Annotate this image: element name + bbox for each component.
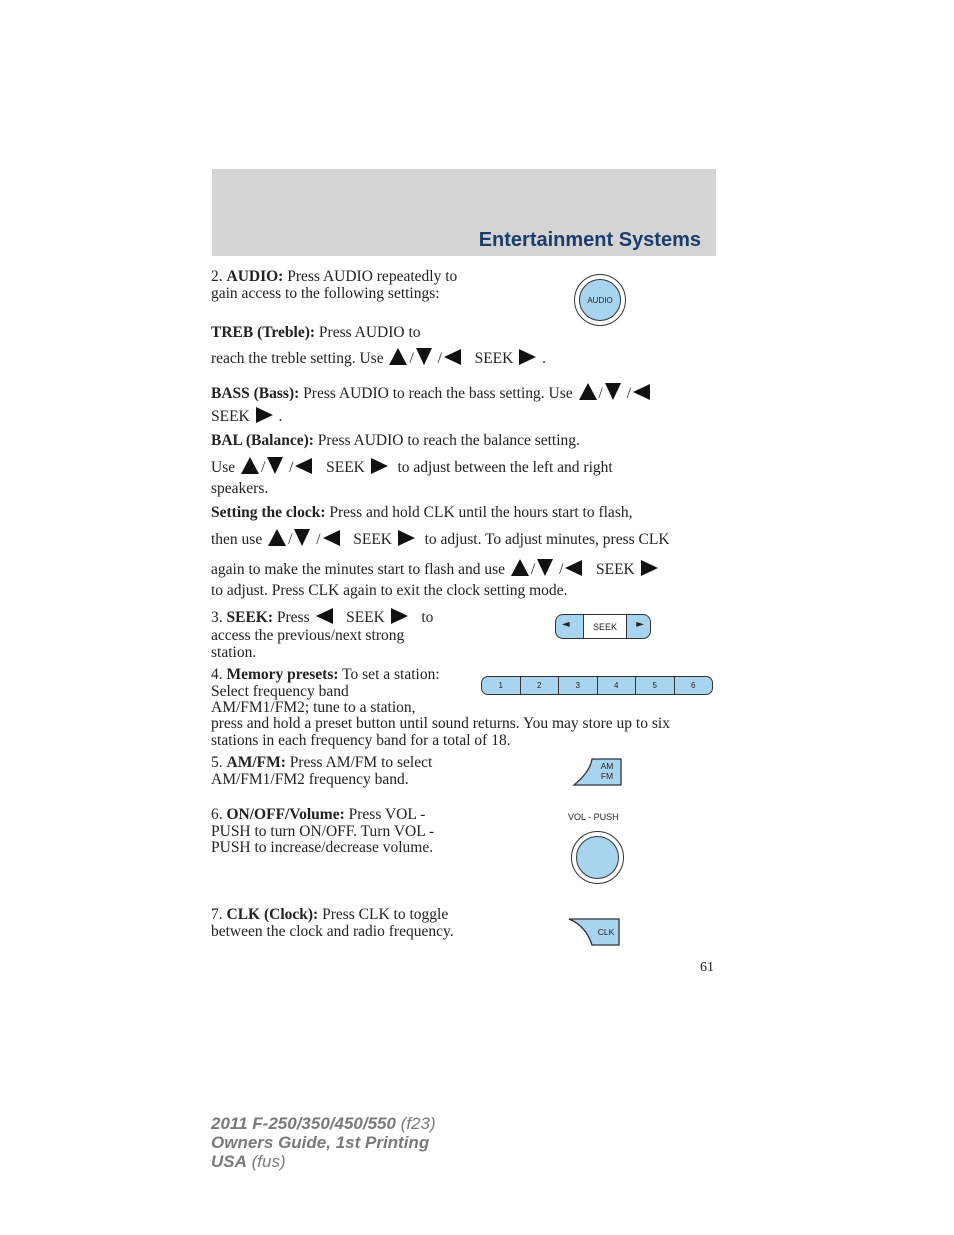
amfm-label-fm: FM (600, 771, 614, 781)
footer-line-2: Owners Guide, 1st Printing (211, 1133, 430, 1152)
balance-line-1: BAL (Balance): Press AUDIO to reach the balance setting. (211, 432, 580, 449)
left-arrow-icon (316, 608, 333, 624)
volume-paragraph: 6. ON/OFF/Volume: Press VOL - PUSH to turn ON/OFF. Turn VOL - PUSH to increase/decrease volume. (211, 806, 435, 856)
preset-4: 4 (598, 677, 637, 694)
seek-line-1: 3. SEEK: Press SEEK to (211, 609, 434, 626)
balance-line-2: Use / / SEEK to adjust between the left and right (211, 459, 613, 476)
audio-button-illustration (574, 274, 626, 326)
down-arrow-icon (267, 457, 283, 474)
seek-left-arrow-icon: ◄ (562, 619, 570, 630)
treble-line-2: reach the treble setting. Use / / SEEK . (211, 350, 546, 367)
balance-line-3: speakers. (211, 480, 269, 497)
clock-line-2: then use / / SEEK to adjust. To adjust minutes, press CLK (211, 531, 670, 548)
right-arrow-icon (256, 407, 273, 423)
seek-line-2: access the previous/next strong station. (211, 627, 405, 661)
presets-paragraph: 4. Memory presets: To set a station: Select frequency band AM/FM1/FM2; tune to a station, (211, 666, 440, 716)
volume-knob-face (576, 836, 619, 879)
right-arrow-icon (398, 530, 415, 546)
header-band (212, 169, 716, 256)
footer-line-1: 2011 F-250/350/450/550 (f23) (211, 1114, 436, 1133)
preset-1: 1 (482, 677, 521, 694)
amfm-button-illustration (570, 758, 622, 786)
footer (211, 1114, 436, 1171)
down-arrow-icon (416, 348, 432, 365)
down-arrow-icon (294, 529, 310, 546)
presets-continued: press and hold a preset button until sound returns. You may store up to six stations in each frequency band for a total of 18. (211, 715, 670, 749)
clk-paragraph: 7. CLK (Clock): Press CLK to toggle between the clock and radio frequency. (211, 906, 454, 940)
page-number: 61 (700, 960, 714, 975)
amfm-label-am: AM (600, 761, 614, 771)
down-arrow-icon (605, 383, 621, 400)
audio-button-label: AUDIO (579, 279, 621, 321)
left-arrow-icon (444, 349, 461, 365)
amfm-paragraph: 5. AM/FM: Press AM/FM to select AM/FM1/FM2 frequency band. (211, 754, 433, 788)
clk-button-illustration (568, 918, 620, 946)
clock-line-1: Setting the clock: Press and hold CLK until the hours start to flash, (211, 504, 633, 521)
preset-buttons-illustration (481, 676, 713, 695)
right-arrow-icon (391, 608, 408, 624)
vol-push-label: VOL - PUSH (568, 812, 619, 822)
right-arrow-icon (371, 458, 388, 474)
bass-line-1: BASS (Bass): Press AUDIO to reach the bass setting. Use / / (211, 383, 716, 403)
up-arrow-icon (241, 457, 259, 474)
right-arrow-icon (519, 349, 536, 365)
volume-knob-illustration (571, 831, 624, 884)
treble-line-1: TREB (Treble): Press AUDIO to (211, 324, 421, 341)
right-arrow-icon (641, 560, 658, 576)
clk-label: CLK (597, 927, 615, 937)
section-title: Entertainment Systems (478, 229, 701, 251)
left-arrow-icon (323, 530, 340, 546)
up-arrow-icon (268, 529, 286, 546)
clock-line-3: again to make the minutes start to flash and use / / SEEK (211, 559, 716, 579)
footer-line-3: USA (fus) (211, 1152, 286, 1171)
audio-paragraph: 2. AUDIO: Press AUDIO repeatedly to gain access to the following settings: (211, 268, 458, 302)
preset-6: 6 (691, 681, 696, 690)
left-arrow-icon (633, 384, 650, 400)
seek-button-illustration (555, 614, 651, 639)
preset-3: 3 (559, 677, 598, 694)
down-arrow-icon (537, 559, 553, 576)
left-arrow-icon (565, 560, 582, 576)
bass-line-2: SEEK . (211, 408, 283, 425)
up-arrow-icon (389, 348, 407, 365)
up-arrow-icon (511, 559, 529, 576)
preset-5: 5 (636, 677, 675, 694)
preset-2: 2 (521, 677, 560, 694)
clock-line-4: to adjust. Press CLK again to exit the clock setting mode. (211, 582, 568, 599)
seek-right-arrow-icon: ► (636, 619, 644, 630)
seek-button-label: SEEK (583, 615, 627, 638)
left-arrow-icon (295, 458, 312, 474)
up-arrow-icon (579, 383, 597, 400)
